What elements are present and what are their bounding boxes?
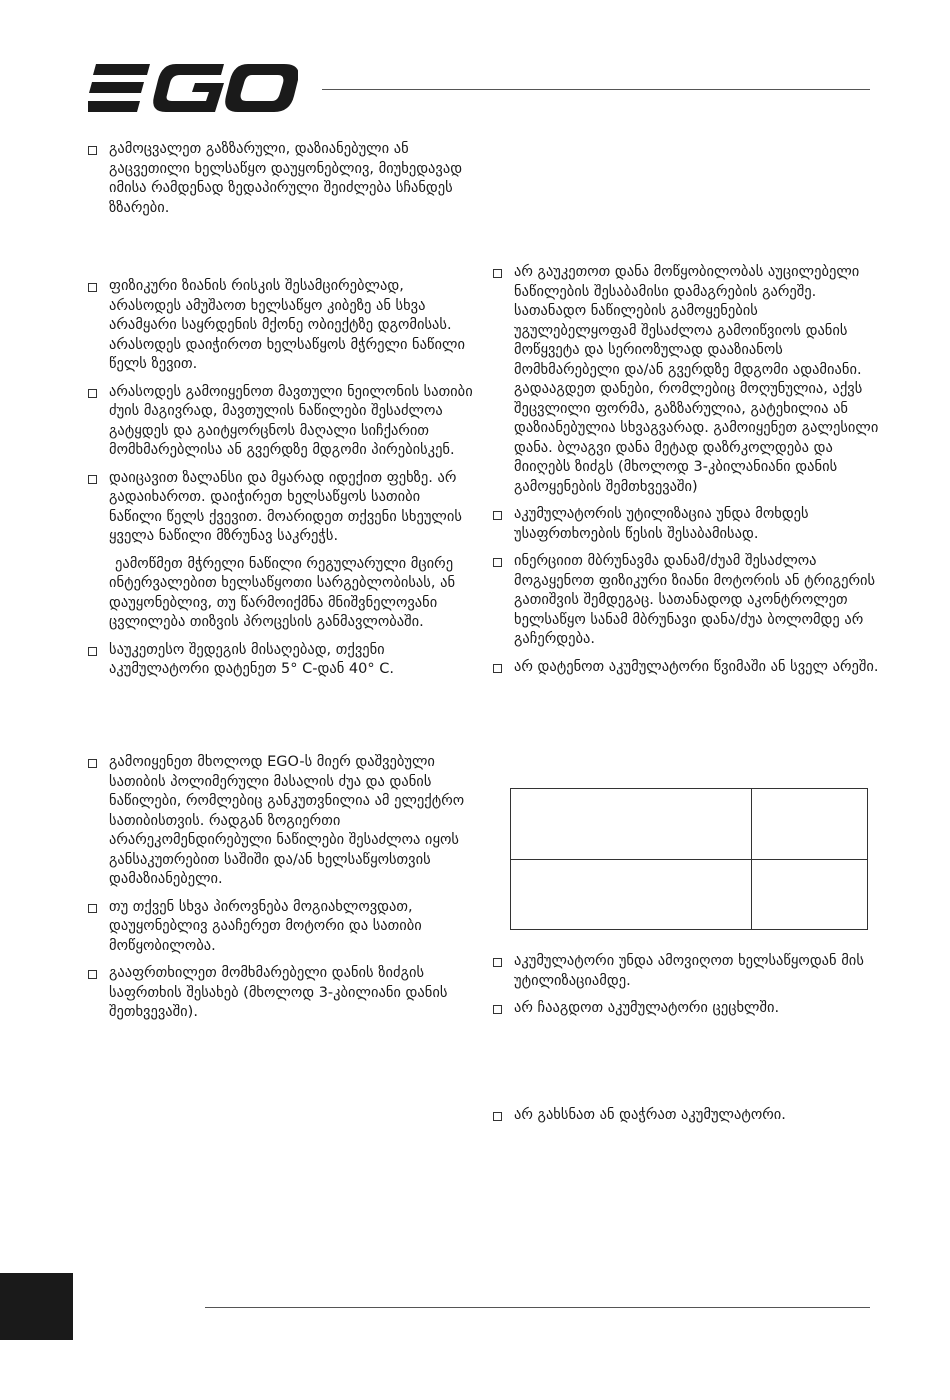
square-bullet-icon [88, 647, 97, 656]
square-bullet-icon [88, 283, 97, 292]
left-group-3 [87, 753, 477, 1031]
table-cell [511, 789, 752, 860]
square-bullet-icon [88, 389, 97, 398]
bullet-item: არ დატენოთ აკუმულატორი წვიმაში ან სველ არეში. [492, 658, 882, 678]
table-cell [752, 860, 867, 929]
square-bullet-icon [88, 146, 97, 155]
footer-rule [205, 1307, 870, 1308]
square-bullet-icon [88, 759, 97, 768]
header-rule [322, 89, 870, 90]
square-bullet-icon [88, 904, 97, 913]
square-bullet-icon [88, 475, 97, 484]
square-bullet-icon [493, 558, 502, 567]
bullet-item: გამოცვალეთ გაზზარული, დაზიანებული ან გაცვეთილი ხელსაწყო დაუყონებლივ, მიუხედავად იმისა რამდენად ზედაპირული შეიძლება სჩანდეს ზზარები. [87, 140, 477, 218]
page-tab [0, 1273, 73, 1340]
bullet-item: აკუმულატორის უტილიზაცია უნდა მოხდეს უსაფრთხოების წესის შესაბამისად. [492, 505, 882, 544]
right-group-1 [492, 263, 882, 685]
bullet-item: გამოიყენეთ მხოლოდ EGO-ს მიერ დაშვებული სათიბის პოლიმერული მასალის ძუა და დანის ნაწილები, რომლებიც განკუთვნილია ამ ელექტრო სათიბისთვის. რადგან ზოგიერთი არარეკომენდირებული ნაწილები შესაძლოა იყოს განსაკუთრებით საშიში და/ან ხელსაწყოსთვის დამაზიანებელი. [87, 753, 477, 890]
bullet-item: არ გაუკეთოთ დანა მოწყობილობას აუცილებელი ნაწილების შესაბამისი დამაგრების გარეშე. სათანადო ნაწილების გამოყენების უგულებელყოფამ შესაძლოა გამოიწვიოს დანის მოწყვეტა და სერიოზულად დააზიანოს მომხმარებელი და/ან გვერდზე მდგომი ადამიანი. გადააგდეთ დანები, რომლებიც მოღუნულია, აქვს შეცვლილი ფორმა, გაზზარულია, გატეხილია ან დაზიანებულია სხვაგვარად. გამოიყენეთ გალესილი დანა. ბლაგვი დანა მეტად დაზრკოლდება და მიიღებს ზიძგს (მხოლოდ 3-კბილანიანი დანის გამოყენების შემთხვევაში) [492, 263, 882, 497]
table-cell [511, 860, 752, 929]
square-bullet-icon [493, 269, 502, 278]
square-bullet-icon [493, 958, 502, 967]
bullet-item: არ ჩააგდოთ აკუმულატორი ცეცხლში. [492, 999, 882, 1019]
bullet-item: აკუმულატორი უნდა ამოვიღოთ ხელსაწყოდან მის უტილიზაციამდე. [492, 952, 882, 991]
left-group-1 [87, 140, 477, 226]
square-bullet-icon [493, 664, 502, 673]
bullet-item: ფიზიკური ზიანის რისკის შესამცირებლად, არასოდეს ამუშაოთ ხელსაწყო კიბეზე ან სხვა არამყარი საყრდენის მქონე ობიექტზე დგომისას. არასოდეს დაიჭიროთ ხელსაწყოს მჭრელი ნაწილი წელს ზევით. [87, 277, 477, 375]
left-group-2 [87, 277, 477, 688]
right-group-3 [492, 1106, 882, 1134]
ego-logo [88, 62, 298, 114]
square-bullet-icon [493, 1112, 502, 1121]
bullet-item: დაიცავით ზალანსი და მყარად იდექით ფეხზე. არ გადაიხაროთ. დაიჭირეთ ხელსაწყოს სათიბი ნაწილი წელს ქვევით. მოარიდეთ თქვენი სხეულის ყველა ნაწილი მზრუნავ საკრეჭს. [87, 469, 477, 547]
bullet-item: გააფრთხილეთ მომხმარებელი დანის ზიძგის საფრთხის შესახებ (მხოლოდ 3-კბილიანი დანის შეთხვევაში). [87, 964, 477, 1023]
square-bullet-icon [493, 1005, 502, 1014]
bullet-item: არ გახსნათ ან დაჭრათ აკუმულატორი. [492, 1106, 882, 1126]
empty-table [510, 788, 868, 930]
bullet-item: ინერციით მბრუნავმა დანამ/ძუამ შესაძლოა მოგაყენოთ ფიზიკური ზიანი მოტორის ან ტრიგერის გათიშვის შემდეგაც. სათანადოდ აკონტროლეთ ხელსაწყო სანამ მბრუნავი დანა/ძუა ბოლომდე არ გაჩერდება. [492, 552, 882, 650]
paragraph-item: ეამოწმეთ მჭრელი ნაწილი რეგულარული მცირე ინტერვალებით ხელსაწყოთი სარგებლობისას, ან დაუყონებლივ, თუ წარმოიქმნა მნიშვნელოვანი ცვლილება თიზვის პროცესის განმავლობაში. [109, 555, 456, 630]
square-bullet-icon [88, 970, 97, 979]
square-bullet-icon [493, 511, 502, 520]
bullet-item: საუკეთესო შედეგის მისაღებად, თქვენი აკუმულატორი დატენეთ 5° C-დან 40° C. [87, 641, 477, 680]
bullet-item: თუ თქვენ სხვა პიროვნება მოგიახლოვდათ, დაუყონებლივ გააჩერეთ მოტორი და სათიბი მოწყობილობა. [87, 898, 477, 957]
right-group-2 [492, 952, 882, 1027]
table-cell [752, 789, 867, 860]
bullet-item: არასოდეს გამოიყენოთ მავთული ნეილონის სათიბი ძუის მაგივრად, მავთულის ნაწილები შესაძლოა გატყდეს და გაიტყორცნოს მაღალი სიჩქარით მომხმარებლისა ან გვერდზე მდგომი პირებისკენ. [87, 383, 477, 461]
